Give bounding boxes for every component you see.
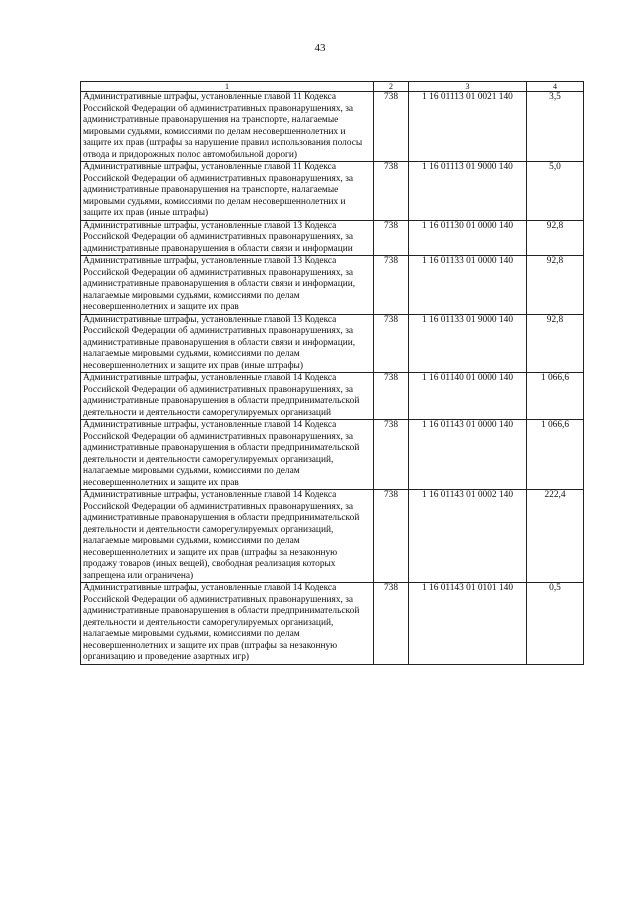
budget-classification-code: 1 16 01113 01 0021 140: [409, 92, 527, 162]
revenue-table: [80, 81, 584, 665]
amount: 5,0: [527, 162, 584, 221]
header-col-2: 2: [374, 82, 409, 92]
administrator-code: 738: [374, 373, 409, 420]
administrator-code: 738: [374, 92, 409, 162]
administrator-code: 738: [374, 583, 409, 665]
amount: 92,8: [527, 314, 584, 373]
administrator-code: 738: [374, 490, 409, 583]
table-row: [81, 220, 584, 256]
amount: 1 066,6: [527, 420, 584, 490]
header-col-3: 3: [409, 82, 527, 92]
amount: 1 066,6: [527, 373, 584, 420]
budget-classification-code: 1 16 01130 01 0000 140: [409, 220, 527, 256]
amount: 222,4: [527, 490, 584, 583]
revenue-name: Административные штрафы, установленные главой 14 Кодекса Российской Федерации об административных правонарушениях, за административные правонарушения в области предпринимательской деятельности и деятельности саморегулируемых организаций, налагаемые мировыми судьями, комиссиями по делам несовершеннолетних и защите их прав (штрафы за незаконную продажу товаров (иных вещей), свободная реализация которых запрещена или ограничена): [81, 490, 374, 583]
amount: 3,5: [527, 92, 584, 162]
table-row: [81, 420, 584, 490]
budget-classification-code: 1 16 01143 01 0101 140: [409, 583, 527, 665]
page-number: 43: [314, 42, 326, 54]
revenue-name: Административные штрафы, установленные главой 13 Кодекса Российской Федерации об административных правонарушениях, за административные правонарушения в области связи и информации, налагаемые мировыми судьями, комиссиями по делам несовершеннолетних и защите их прав: [81, 256, 374, 315]
budget-classification-code: 1 16 01133 01 0000 140: [409, 256, 527, 315]
table-row: [81, 162, 584, 221]
revenue-name: Административные штрафы, установленные главой 11 Кодекса Российской Федерации об административных правонарушениях, за административные правонарушения на транспорте, налагаемые мировыми судьями, комиссиями по делам несовершеннолетних и защите их прав (иные штрафы): [81, 162, 374, 221]
table-row: [81, 373, 584, 420]
amount: 92,8: [527, 220, 584, 256]
budget-classification-code: 1 16 01140 01 0000 140: [409, 373, 527, 420]
administrator-code: 738: [374, 220, 409, 256]
budget-classification-code: 1 16 01113 01 9000 140: [409, 162, 527, 221]
amount: 0,5: [527, 583, 584, 665]
header-col-1: 1: [81, 82, 374, 92]
administrator-code: 738: [374, 162, 409, 221]
revenue-name: Административные штрафы, установленные главой 14 Кодекса Российской Федерации об административных правонарушениях, за административные правонарушения в области предпринимательской деятельности и деятельности саморегулируемых организаций: [81, 373, 374, 420]
table-row: [81, 256, 584, 315]
table-header-row: [81, 82, 584, 92]
table-row: [81, 490, 584, 583]
administrator-code: 738: [374, 420, 409, 490]
revenue-name: Административные штрафы, установленные главой 14 Кодекса Российской Федерации об административных правонарушениях, за административные правонарушения в области предпринимательской деятельности и деятельности саморегулируемых организаций, налагаемые мировыми судьями, комиссиями по делам несовершеннолетних и защите их прав: [81, 420, 374, 490]
revenue-name: Административные штрафы, установленные главой 13 Кодекса Российской Федерации об административных правонарушениях, за административные правонарушения в области связи и информации, налагаемые мировыми судьями, комиссиями по делам несовершеннолетних и защите их прав (иные штрафы): [81, 314, 374, 373]
administrator-code: 738: [374, 256, 409, 315]
budget-classification-code: 1 16 01143 01 0002 140: [409, 490, 527, 583]
revenue-name: Административные штрафы, установленные главой 14 Кодекса Российской Федерации об административных правонарушениях, за административные правонарушения в области предпринимательской деятельности и деятельности саморегулируемых организаций, налагаемые мировыми судьями, комиссиями по делам несовершеннолетних и защите их прав (штрафы за незаконную организацию и проведение азартных игр): [81, 583, 374, 665]
revenue-name: Административные штрафы, установленные главой 11 Кодекса Российской Федерации об административных правонарушениях, за административные правонарушения на транспорте, налагаемые мировыми судьями, комиссиями по делам несовершеннолетних и защите их прав (штрафы за нарушение правил использования полосы отвода и придорожных полос автомобильной дороги): [81, 92, 374, 162]
amount: 92,8: [527, 256, 584, 315]
revenue-name: Административные штрафы, установленные главой 13 Кодекса Российской Федерации об административных правонарушениях, за административные правонарушения в области связи и информации: [81, 220, 374, 256]
budget-classification-code: 1 16 01143 01 0000 140: [409, 420, 527, 490]
header-col-4: 4: [527, 82, 584, 92]
budget-classification-code: 1 16 01133 01 9000 140: [409, 314, 527, 373]
administrator-code: 738: [374, 314, 409, 373]
table-row: [81, 314, 584, 373]
table-row: [81, 583, 584, 665]
table-row: [81, 92, 584, 162]
